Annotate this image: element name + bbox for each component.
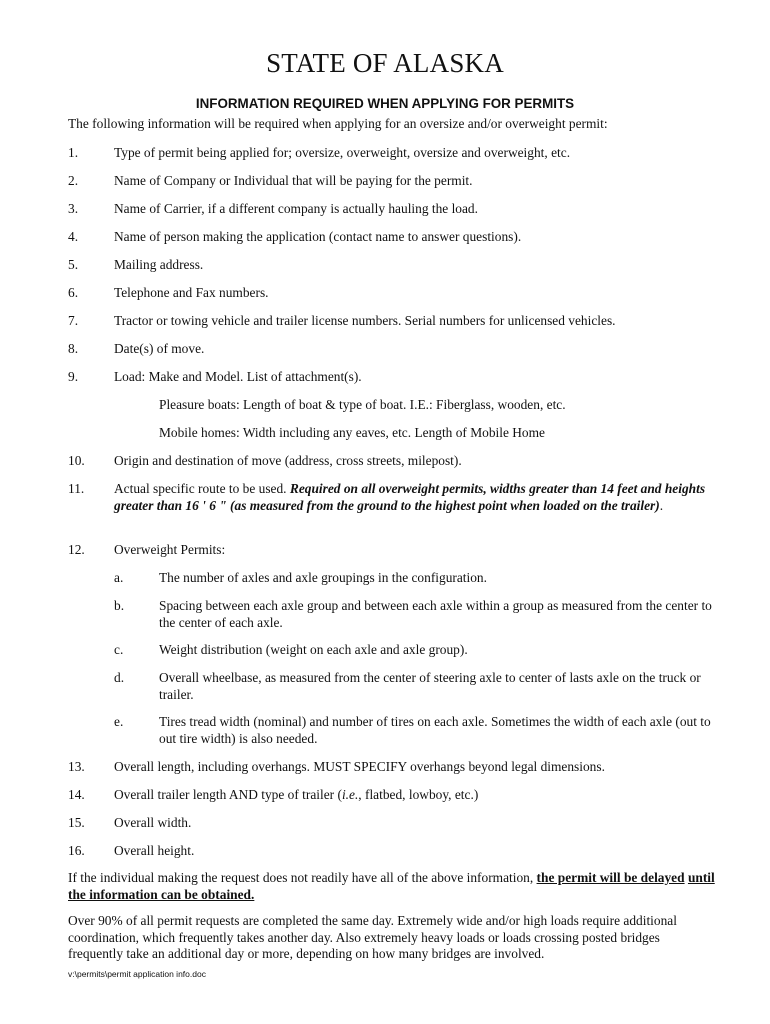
item9-detail: Mobile homes: Width including any eaves, etc. Length of Mobile Home <box>159 425 545 440</box>
item-number: 5. <box>68 257 79 272</box>
item-number: 13. <box>68 759 85 774</box>
sub-letter: d. <box>114 670 125 685</box>
item-text: Actual specific route to be used. <box>114 481 290 496</box>
item-text: Overweight Permits: <box>114 542 226 557</box>
item-text: Load: Make and Model. List of attachment(s). <box>114 369 362 384</box>
item-number: 9. <box>68 369 79 384</box>
item-number: 12. <box>68 542 85 557</box>
notice-emphasis-delayed: the permit will be delayed <box>536 870 685 885</box>
item-number: 6. <box>68 285 79 300</box>
item-text: Overall length, including overhangs. MUST SPECIFY overhangs beyond legal dimensions. <box>114 759 605 774</box>
file-path-footer: v:\permits\permit application info.doc <box>68 969 206 979</box>
sub-text: The number of axles and axle groupings in the configuration. <box>159 570 487 585</box>
item-number: 15. <box>68 815 85 830</box>
item-text: Origin and destination of move (address, cross streets, milepost). <box>114 453 462 468</box>
notice-prefix: If the individual making the request does not readily have all of the above information, <box>68 870 537 885</box>
item-number: 3. <box>68 201 79 216</box>
sub-letter: a. <box>114 570 124 585</box>
item-text-route <box>114 481 714 514</box>
page-title: STATE OF ALASKA <box>266 48 504 78</box>
item-text: Mailing address. <box>114 257 204 272</box>
sub-text: Weight distribution (weight on each axle and axle group). <box>159 642 468 657</box>
item-text-trailer <box>114 787 714 804</box>
item-text: Name of Carrier, if a different company is actually hauling the load. <box>114 201 478 216</box>
item-text: Overall width. <box>114 815 192 830</box>
item-text: Date(s) of move. <box>114 341 205 356</box>
item-number: 14. <box>68 787 85 802</box>
item-text: Name of Company or Individual that will be paying for the permit. <box>114 173 473 188</box>
item-number: 4. <box>68 229 79 244</box>
closing-paragraph: Over 90% of all permit requests are completed the same day. Extremely wide and/or high loads require additional coordination, which frequently takes another day. Also extremely heavy loads or loads crossing posted bridges frequently take an additional day or more, depending on how many bridges are involved. <box>68 913 677 961</box>
sub-letter: c. <box>114 642 124 657</box>
item-text: Type of permit being applied for; oversize, overweight, oversize and overweight, etc. <box>114 145 571 160</box>
item-number: 11. <box>68 481 85 496</box>
delay-notice <box>68 870 718 903</box>
sub-letter: e. <box>114 714 124 729</box>
item-text: Telephone and Fax numbers. <box>114 285 269 300</box>
sub-text: Spacing between each axle group and between each axle within a group as measured from the center to the center of each axle. <box>159 598 712 630</box>
sub-text: Tires tread width (nominal) and number of tires on each axle. Sometimes the width of each axle (out to out tire width) is also needed. <box>159 714 711 746</box>
notice-emphasis-until: until the information can be obtained. <box>68 870 715 902</box>
item-number: 16. <box>68 843 85 858</box>
item-text-tail: , flatbed, lowboy, etc.) <box>358 787 479 802</box>
item-text: Overall height. <box>114 843 195 858</box>
item-text: Tractor or towing vehicle and trailer license numbers. Serial numbers for unlicensed vehicles. <box>114 313 616 328</box>
item-number: 7. <box>68 313 79 328</box>
item-number: 8. <box>68 341 79 356</box>
item-text: Name of person making the application (contact name to answer questions). <box>114 229 522 244</box>
item-text-tail: . <box>659 497 664 513</box>
page-subtitle: INFORMATION REQUIRED WHEN APPLYING FOR PERMITS <box>195 96 575 111</box>
sub-text: Overall wheelbase, as measured from the center of steering axle to center of lasts axle on the truck or trailer. <box>159 670 701 702</box>
item9-detail: Pleasure boats: Length of boat & type of boat. I.E.: Fiberglass, wooden, etc. <box>159 397 566 412</box>
sub-letter: b. <box>114 598 125 613</box>
item-number: 1. <box>68 145 79 160</box>
ie-italic: i.e. <box>341 787 359 802</box>
intro-text: The following information will be required when applying for an oversize and/or overweight permit: <box>68 116 608 131</box>
route-requirement-emphasis: Required on all overweight permits, widths greater than 14 feet and heights greater than 16 ' 6 " (as measured from the ground to the highest point when loaded on the trailer) <box>114 481 706 513</box>
item-number: 2. <box>68 173 79 188</box>
item-number: 10. <box>68 453 85 468</box>
item-text: Overall trailer length AND type of trailer ( <box>114 787 342 802</box>
